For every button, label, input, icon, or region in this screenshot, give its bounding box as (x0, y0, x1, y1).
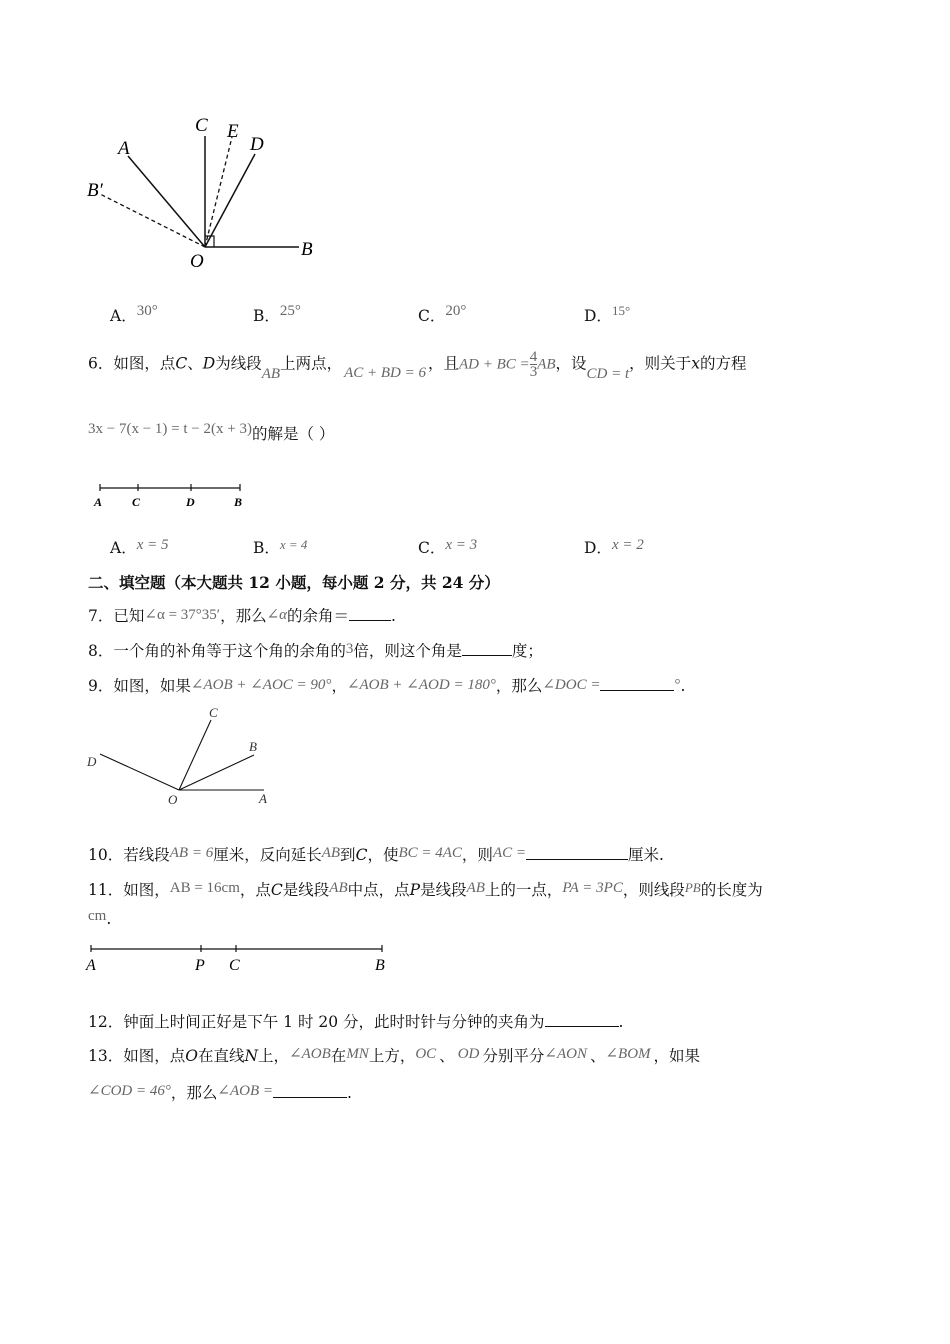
label-c: C (209, 705, 218, 720)
label-d: D (186, 495, 195, 509)
q6-stem-line2: 3x − 7(x − 1) = t − 2(x + 3)的解是（ ） (88, 421, 335, 443)
q6-option-c[interactable]: C．x = 3 (418, 537, 478, 557)
q11-line2: cm. (88, 908, 112, 928)
q5-option-a[interactable]: A．30° (110, 303, 158, 325)
label-a: A (94, 495, 103, 509)
q10: 10．若线段AB = 6厘米，反向延长AB到C，使BC = 4AC，则AC = 厘米. (88, 845, 664, 864)
q13-line1: 13．如图，点O在直线N上，∠AOB在MN上方，OC 、 OD 分别平分∠AON 、∠BOM ，如果 (88, 1046, 701, 1065)
q8-answer-blank[interactable] (462, 641, 512, 656)
label-d: D (87, 754, 97, 769)
q7-answer-blank[interactable] (349, 606, 391, 621)
ray-oe (205, 137, 232, 247)
label-c: C (132, 495, 141, 509)
ray-oa (128, 156, 205, 247)
label-c: C (195, 115, 208, 136)
q13-line2: ∠COD = 46°，那么∠AOB = . (88, 1083, 352, 1102)
fraction-4-3: $\frac{4}{3}$ (529, 349, 538, 380)
q11-line1: 11．如图，AB = 16cm，点C是线段AB中点，点P是线段AB上的一点，PA = 3PC，则线段PB的长度为 (88, 880, 763, 899)
label-a: A (259, 791, 267, 806)
q6-segment-figure (90, 482, 250, 512)
q5-angle-figure (80, 110, 330, 270)
q12: 12．钟面上时间正好是下午 1 时 20 分，此时时针与分钟的夹角为 . (88, 1013, 624, 1031)
q12-answer-blank[interactable] (545, 1012, 619, 1027)
label-b: B (301, 239, 313, 260)
ray-oc (179, 720, 211, 790)
q6-option-d[interactable]: D．x = 2 (584, 537, 644, 557)
ray-od (100, 754, 179, 790)
q9: 9．如图，如果∠AOB + ∠AOC = 90°，∠AOB + ∠AOD = 180°，那么∠DOC = °. (88, 677, 686, 695)
label-b: B (249, 739, 257, 754)
label-d: D (250, 134, 264, 155)
label-b-prime: B′ (87, 180, 103, 201)
q5-option-b[interactable]: B．25° (253, 303, 301, 325)
q13-answer-blank[interactable] (273, 1083, 347, 1098)
q7: 7．已知∠α = 37°35′，那么∠α的余角＝ . (88, 607, 396, 625)
q8: 8．一个角的补角等于这个角的余角的3倍，则这个角是 度； (88, 641, 543, 660)
label-b: B (375, 957, 385, 974)
label-o: O (190, 251, 204, 270)
ray-ob-prime (100, 194, 205, 247)
label-p: P (195, 957, 205, 974)
q9-angle-figure (84, 702, 284, 812)
q10-answer-blank[interactable] (526, 845, 628, 860)
label-a: A (118, 138, 130, 159)
label-c: C (229, 957, 240, 974)
ray-od (205, 154, 255, 247)
label-a: A (86, 957, 96, 974)
q6-stem-line1: 6．如图，点C、D为线段AB上两点， AC + BD = 6 ，且AD + BC = $\frac{4}{3}$ AB，设CD = t，则关于x的方程 (88, 349, 747, 382)
q6-option-b[interactable]: B．$^{x = 4}$ (253, 537, 308, 557)
q5-option-c[interactable]: C．20° (418, 303, 467, 325)
ray-ob (179, 755, 254, 790)
label-e: E (227, 121, 239, 142)
label-o: O (168, 792, 178, 807)
q9-answer-blank[interactable] (600, 676, 674, 691)
section-heading: 二、填空题（本大题共 12 小题，每小题 2 分，共 24 分） (88, 573, 500, 592)
q5-option-d[interactable]: D．$^{15^\circ}$ (584, 303, 631, 325)
q6-option-a[interactable]: A．x = 5 (110, 537, 169, 557)
label-b: B (234, 495, 243, 509)
q11-segment-figure (84, 940, 394, 976)
